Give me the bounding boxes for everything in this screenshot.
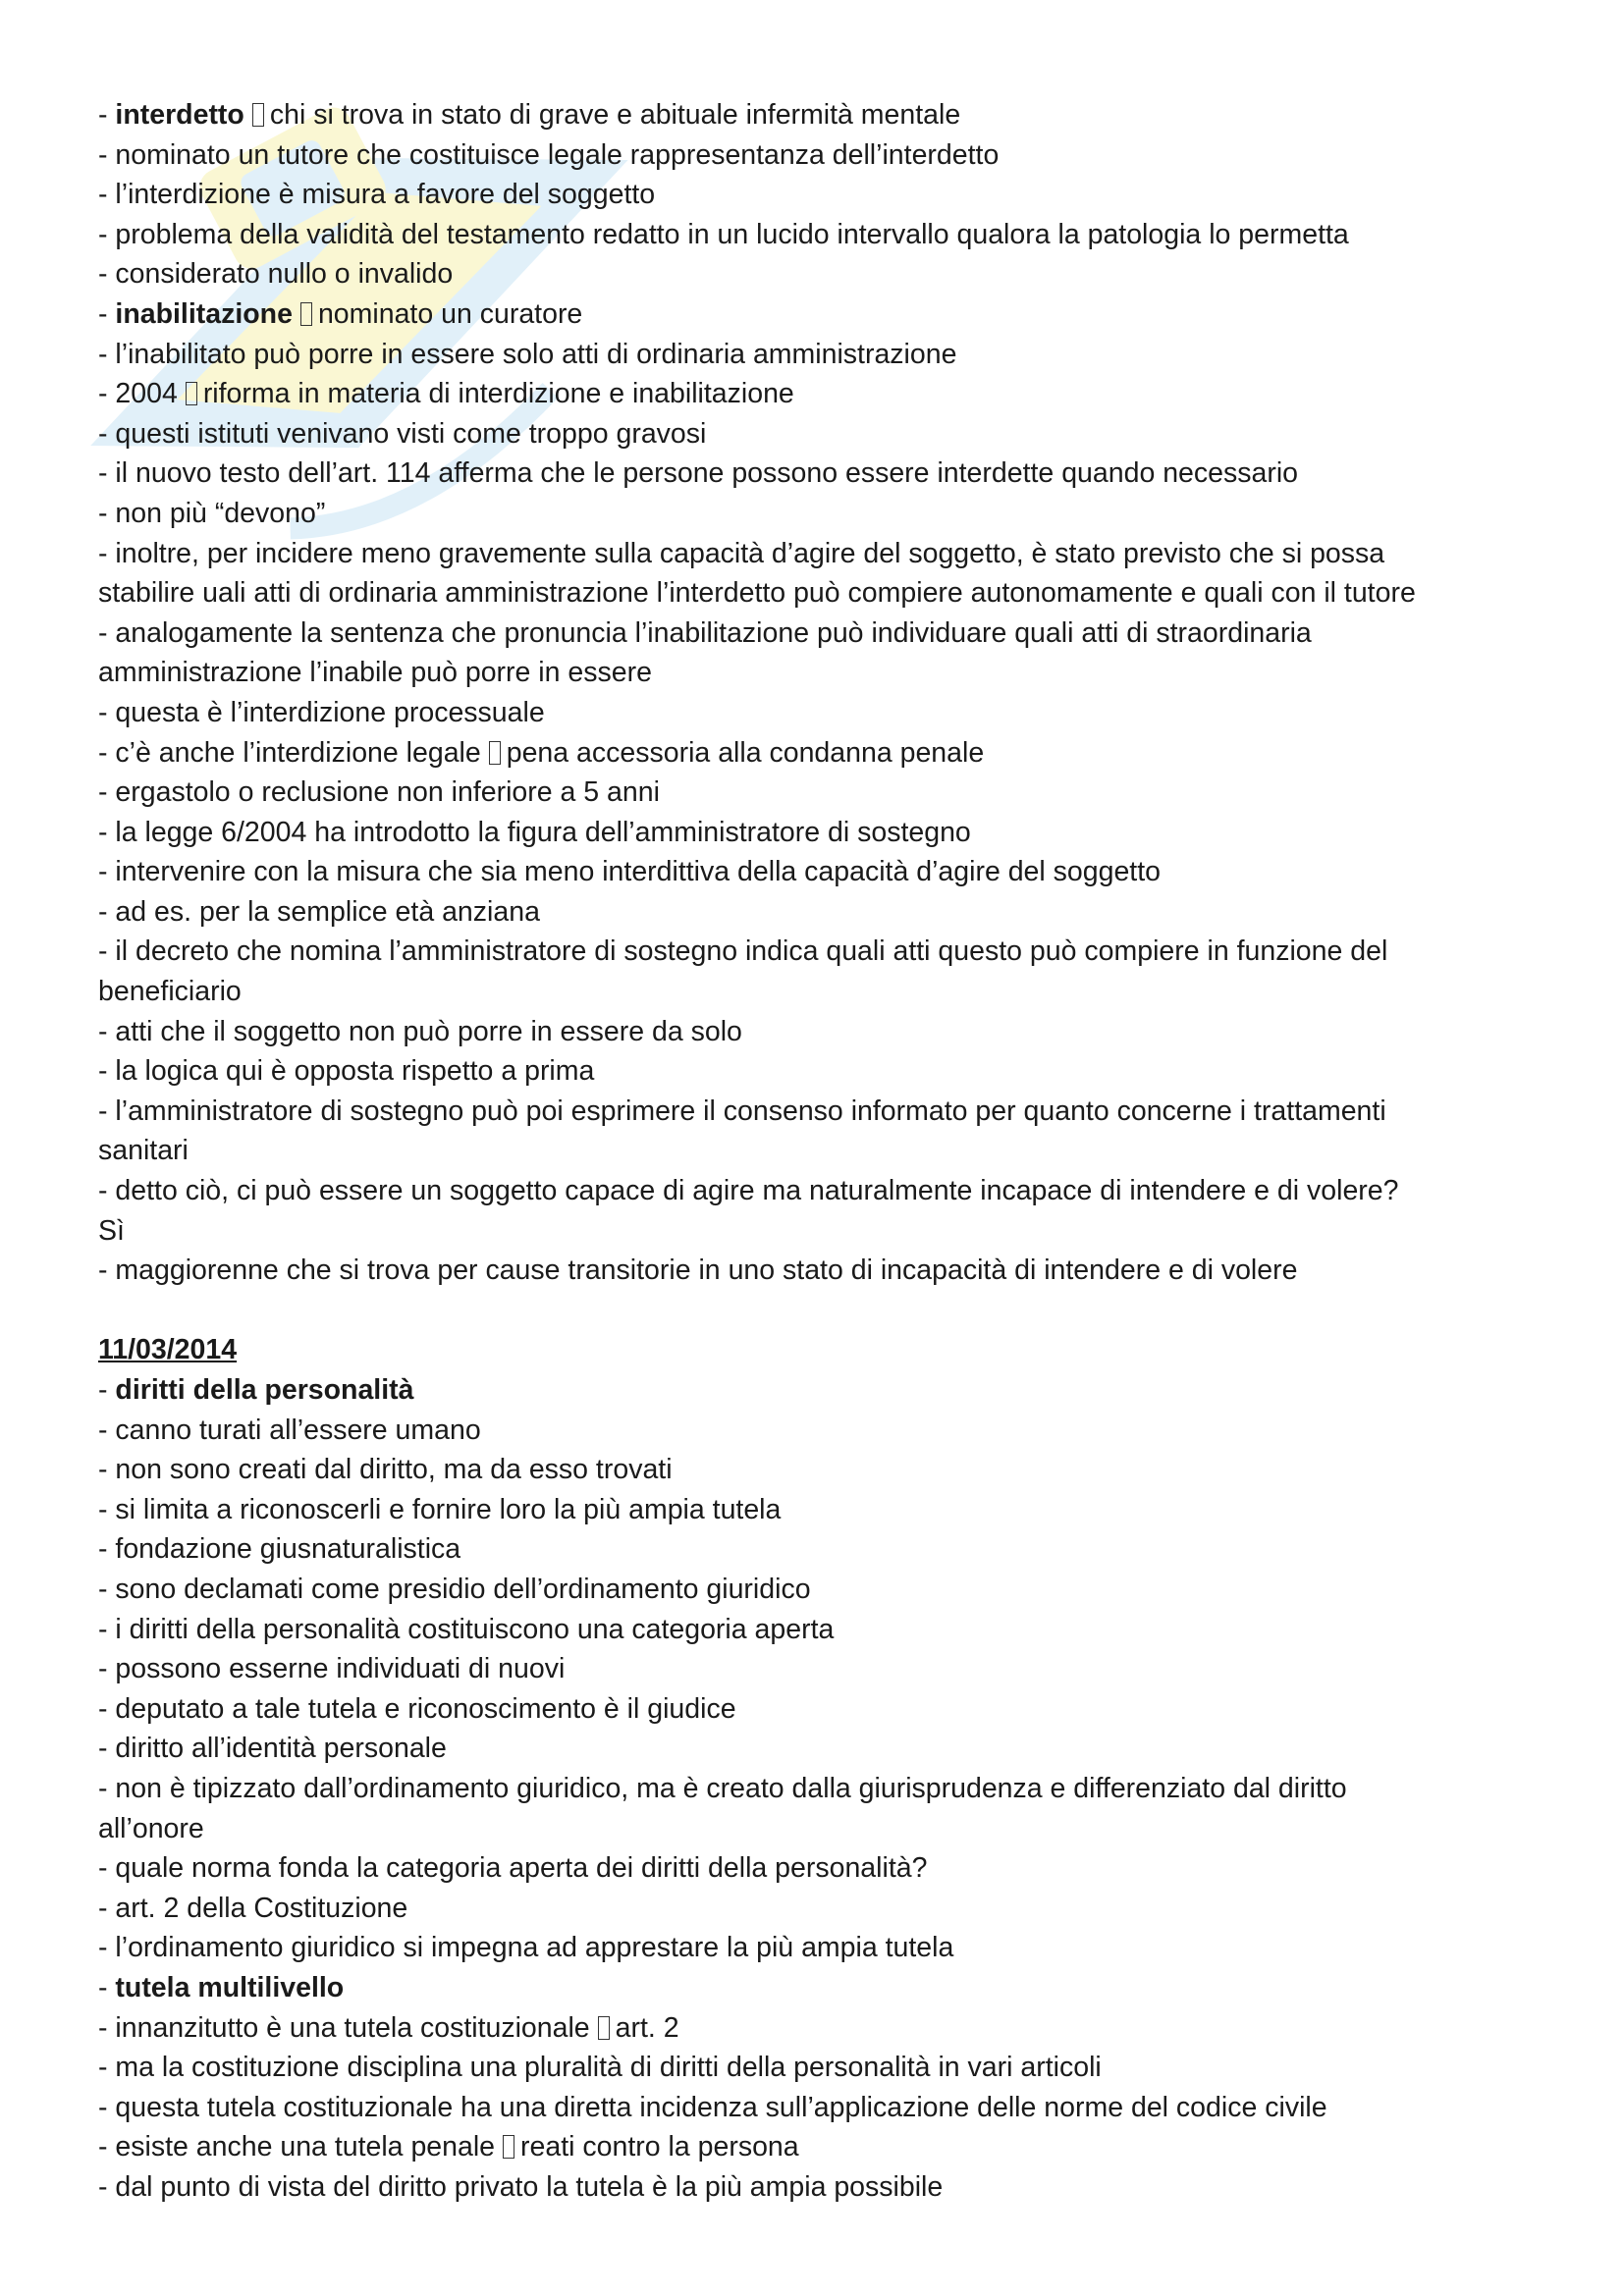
- note-text: - detto ciò, ci può essere un soggetto capace di agire ma naturalmente incapace di intendere e di volere?: [98, 1175, 1399, 1207]
- note-line: [98, 653, 1532, 693]
- note-line: [98, 2127, 1532, 2167]
- note-prefix: - esiste anche una tutela penale: [98, 2131, 496, 2163]
- note-text: - dal punto di vista del diritto privato la tutela è la più ampia possibile: [98, 2170, 944, 2203]
- note-line: [98, 852, 1532, 892]
- note-text: - analogamente la sentenza che pronuncia l’inabilitazione può individuare quali atti di straordinaria: [98, 616, 1312, 649]
- notes-section-bottom: [98, 1370, 1532, 2207]
- note-line: [98, 693, 1532, 733]
- note-text: - la logica qui è opposta rispetto a prima: [98, 1055, 595, 1088]
- note-text: - atti che il soggetto non può porre in essere da solo: [98, 1015, 742, 1047]
- blank-line: [98, 1291, 1532, 1331]
- note-line: [98, 534, 1532, 574]
- arrow-glyph-icon: [300, 302, 312, 326]
- arrow-glyph-icon: [186, 382, 197, 405]
- note-text: chi si trova in stato di grave e abituale infermità mentale: [269, 99, 961, 131]
- note-text: stabilire uali atti di ordinaria amministrazione l’interdetto può compiere autonomamente e quali con il tutore: [98, 577, 1416, 610]
- note-text: beneficiario: [98, 976, 242, 1008]
- note-line: [98, 175, 1532, 215]
- note-text: - canno turati all’essere umano: [98, 1414, 481, 1446]
- note-line: [98, 773, 1532, 813]
- note-keyword: inabilitazione: [115, 297, 293, 330]
- note-text: Sì: [98, 1214, 125, 1247]
- note-line: [98, 1689, 1532, 1730]
- note-line: [98, 1450, 1532, 1490]
- note-text: nominato un curatore: [317, 297, 583, 330]
- note-text: reati contro la persona: [520, 2131, 799, 2163]
- note-line: [98, 95, 1532, 135]
- note-line: [98, 494, 1532, 534]
- note-line: [98, 215, 1532, 255]
- note-text: - diritto all’identità personale: [98, 1733, 447, 1765]
- note-text: - questa tutela costituzionale ha una diretta incidenza sull’applicazione delle norme del codice civile: [98, 2091, 1327, 2123]
- note-text: - deputato a tale tutela e riconoscimento è il giudice: [98, 1692, 736, 1725]
- note-keyword: tutela multilivello: [115, 1971, 345, 2003]
- arrow-glyph-icon: [598, 2016, 610, 2040]
- note-line: [98, 1490, 1532, 1530]
- note-text: - problema della validità del testamento redatto in un lucido intervallo qualora la patologia lo permetta: [98, 218, 1349, 250]
- note-text: - quale norma fonda la categoria aperta dei diritti della personalità?: [98, 1852, 928, 1885]
- note-text: - ma la costituzione disciplina una pluralità di diritti della personalità in vari articoli: [98, 2052, 1102, 2084]
- note-line: [98, 1769, 1532, 1809]
- note-line: [98, 1848, 1532, 1889]
- note-text: - ad es. per la semplice età anziana: [98, 895, 540, 928]
- note-line: [98, 1610, 1532, 1650]
- note-text: - l’ordinamento giuridico si impegna ad apprestare la più ampia tutela: [98, 1932, 954, 1964]
- note-prefix: - innanzitutto è una tutela costituzionale: [98, 2011, 590, 2044]
- note-keyword: interdetto: [115, 99, 244, 131]
- note-text: - si limita a riconoscerli e fornire loro la più ampia tutela: [98, 1493, 782, 1525]
- note-line: [98, 1370, 1532, 1411]
- note-text: riforma in materia di interdizione e inabilitazione: [202, 378, 794, 410]
- note-text: - l’inabilitato può porre in essere solo atti di ordinaria amministrazione: [98, 338, 957, 370]
- note-line: [98, 374, 1532, 414]
- note-text: - art. 2 della Costituzione: [98, 1892, 408, 1924]
- note-line: [98, 1251, 1532, 1291]
- note-line: [98, 2008, 1532, 2049]
- note-line: [98, 335, 1532, 375]
- note-text: - ergastolo o reclusione non inferiore a 5 anni: [98, 776, 660, 809]
- note-line: [98, 1092, 1532, 1132]
- note-line: [98, 294, 1532, 335]
- note-prefix: - c’è anche l’interdizione legale: [98, 736, 481, 769]
- arrow-glyph-icon: [503, 2135, 514, 2159]
- note-line: [98, 1649, 1532, 1689]
- note-text: - non più “devono”: [98, 497, 326, 529]
- note-text: pena accessoria alla condanna penale: [506, 736, 985, 769]
- note-text: - non sono creati dal diritto, ma da esso trovati: [98, 1454, 673, 1486]
- note-text: - maggiorenne che si trova per cause transitorie in uno stato di incapacità di intendere e di volere: [98, 1255, 1298, 1287]
- note-line: [98, 1411, 1532, 1451]
- note-line: [98, 614, 1532, 654]
- note-prefix: -: [98, 99, 116, 131]
- note-text: - considerato nullo o invalido: [98, 258, 454, 291]
- note-text: - fondazione giusnaturalistica: [98, 1533, 461, 1566]
- note-line: [98, 932, 1532, 972]
- note-text: - questi istituti venivano visti come troppo gravosi: [98, 417, 707, 450]
- arrow-glyph-icon: [489, 741, 501, 765]
- document-page: [98, 95, 1532, 2207]
- note-line: [98, 1211, 1532, 1252]
- note-text: art. 2: [615, 2011, 679, 2044]
- note-line: [98, 2088, 1532, 2128]
- section-date: 11/03/2014: [98, 1334, 238, 1366]
- arrow-glyph-icon: [252, 103, 264, 127]
- note-text: - questa è l’interdizione processuale: [98, 696, 545, 728]
- note-line: [98, 1968, 1532, 2008]
- note-line: [98, 1171, 1532, 1211]
- note-keyword: diritti della personalità: [115, 1374, 414, 1406]
- note-line: [98, 1889, 1532, 1929]
- note-line: [98, 1529, 1532, 1570]
- note-line: [98, 1928, 1532, 1968]
- note-text: - i diritti della personalità costituiscono una categoria aperta: [98, 1613, 835, 1645]
- note-line: [98, 972, 1532, 1012]
- note-text: - il nuovo testo dell’art. 114 afferma che le persone possono essere interdette quando necessario: [98, 457, 1299, 490]
- note-line: [98, 2048, 1532, 2088]
- note-prefix: - 2004: [98, 378, 178, 410]
- note-line: [98, 573, 1532, 614]
- note-line: [98, 733, 1532, 774]
- note-text: sanitari: [98, 1135, 189, 1167]
- note-line: [98, 892, 1532, 933]
- note-text: - il decreto che nomina l’amministratore di sostegno indica quali atti questo può compiere in funzione del: [98, 935, 1388, 968]
- note-text: - sono declamati come presidio dell’ordinamento giuridico: [98, 1573, 811, 1605]
- note-prefix: -: [98, 1374, 116, 1406]
- note-line: [98, 1570, 1532, 1610]
- note-line: [98, 1729, 1532, 1769]
- note-text: - possono esserne individuati di nuovi: [98, 1653, 566, 1685]
- note-text: - intervenire con la misura che sia meno interdittiva della capacità d’agire del soggetto: [98, 856, 1161, 888]
- note-line: [98, 1809, 1532, 1849]
- note-text: - non è tipizzato dall’ordinamento giuridico, ma è creato dalla giurisprudenza e differenziato dal diritto: [98, 1772, 1347, 1804]
- note-line: [98, 1131, 1532, 1171]
- note-text: - inoltre, per incidere meno gravemente sulla capacità d’agire del soggetto, è stato previsto che si possa: [98, 537, 1385, 569]
- note-line: [98, 813, 1532, 853]
- note-text: - l’interdizione è misura a favore del soggetto: [98, 179, 656, 211]
- note-text: - l’amministratore di sostegno può poi esprimere il consenso informato per quanto concerne i trattamenti: [98, 1095, 1386, 1127]
- note-prefix: -: [98, 297, 116, 330]
- note-text: amministrazione l’inabile può porre in essere: [98, 657, 652, 689]
- note-prefix: -: [98, 1971, 116, 2003]
- note-line: [98, 414, 1532, 454]
- note-line: [98, 2167, 1532, 2208]
- note-line: [98, 254, 1532, 294]
- note-text: all’onore: [98, 1812, 204, 1844]
- note-text: - la legge 6/2004 ha introdotto la figura dell’amministratore di sostegno: [98, 816, 971, 848]
- note-line: [98, 1012, 1532, 1052]
- notes-section-top: [98, 95, 1532, 1291]
- note-text: - nominato un tutore che costituisce legale rappresentanza dell’interdetto: [98, 138, 1000, 171]
- note-line: [98, 135, 1532, 176]
- note-line: [98, 1051, 1532, 1092]
- note-line: [98, 454, 1532, 494]
